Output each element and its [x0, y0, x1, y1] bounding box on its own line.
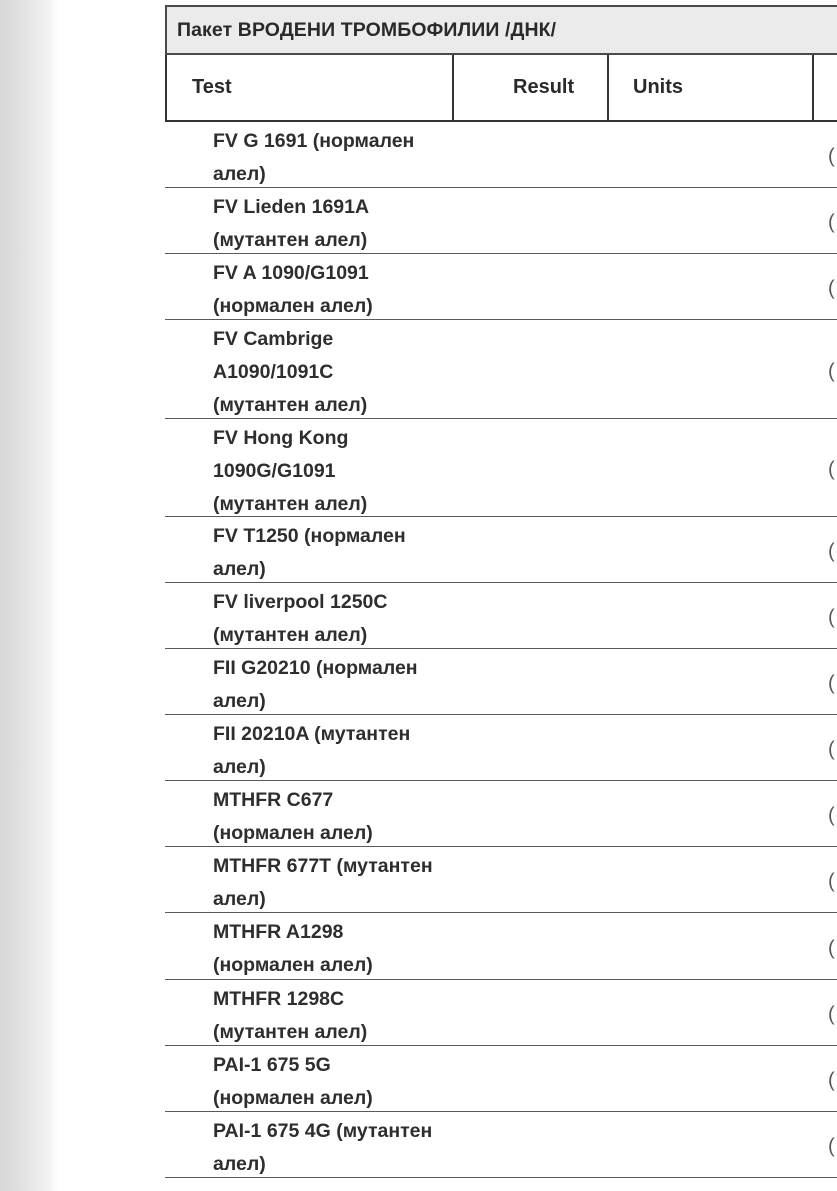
table-row — [165, 781, 837, 847]
test-name: FV T1250 (нормален алел) — [213, 525, 406, 580]
cropped-range-glyph: ( — [828, 277, 835, 300]
column-units: Units — [633, 76, 683, 98]
table-row — [165, 517, 837, 583]
table-row — [165, 649, 837, 715]
column-test: Test — [192, 76, 232, 98]
package-title: Пакет ВРОДЕНИ ТРОМБОФИЛИИ /ДНК/ — [165, 5, 837, 55]
test-name: MTHFR A1298 (нормален алел) — [213, 921, 373, 976]
table-row — [165, 320, 837, 419]
cropped-range-glyph: ( — [828, 360, 835, 382]
cropped-range-glyph: ( — [828, 1069, 835, 1092]
cropped-range-glyph: ( — [828, 870, 835, 893]
cropped-range-glyph: ( — [828, 145, 835, 168]
cropped-range-glyph: ( — [828, 458, 835, 481]
test-name: FV liverpool 1250C (мутантен алел) — [213, 591, 388, 646]
table-row — [165, 122, 837, 188]
cropped-range-glyph: ( — [828, 211, 835, 234]
cropped-range-glyph: ( — [828, 672, 835, 695]
cropped-range-glyph: ( — [828, 1003, 835, 1026]
column-result: Result — [513, 76, 575, 98]
column-divider — [452, 55, 454, 120]
test-name: MTHFR C677 (нормален алел) — [213, 789, 373, 844]
test-name: FV A 1090/G1091 (нормален алел) — [213, 262, 373, 317]
column-divider — [607, 55, 609, 120]
cropped-range-glyph: ( — [828, 738, 835, 761]
column-header-row — [165, 55, 837, 122]
column-divider — [812, 55, 814, 120]
cropped-range-glyph: ( — [828, 937, 835, 959]
test-name: MTHFR 1298C (мутантен алел) — [213, 988, 368, 1043]
cropped-range-glyph: ( — [828, 606, 835, 629]
test-name: FV Cambrige A1090/1091C (мутантен алел) — [213, 328, 368, 416]
table-row — [165, 980, 837, 1046]
table-row — [165, 188, 837, 254]
table-row — [165, 583, 837, 649]
table-row — [165, 847, 837, 913]
table-row — [165, 1112, 837, 1178]
cropped-range-glyph: ( — [828, 1135, 835, 1158]
test-rows — [165, 122, 837, 1178]
test-name: FV Hong Kong 1090G/G1091 (мутантен алел) — [213, 427, 368, 515]
lab-report — [165, 5, 837, 1175]
test-name: FV G 1691 (нормален алел) — [213, 130, 415, 185]
test-name: FII G20210 (нормален алел) — [213, 657, 418, 712]
test-name: FV Lieden 1691A (мутантен алел) — [213, 196, 370, 251]
table-row — [165, 419, 837, 517]
test-name: PAI-1 675 5G (нормален алел) — [213, 1054, 373, 1109]
table-row — [165, 715, 837, 781]
cropped-range-glyph: ( — [828, 540, 835, 563]
table-row — [165, 1046, 837, 1112]
cropped-range-glyph: ( — [828, 804, 835, 827]
table-row — [165, 913, 837, 980]
test-name: MTHFR 677T (мутантен алел) — [213, 855, 433, 910]
test-name: PAI-1 675 4G (мутантен алел) — [213, 1120, 433, 1175]
page-shadow — [0, 0, 58, 1191]
table-row — [165, 254, 837, 320]
test-name: FII 20210A (мутантен алел) — [213, 723, 411, 778]
